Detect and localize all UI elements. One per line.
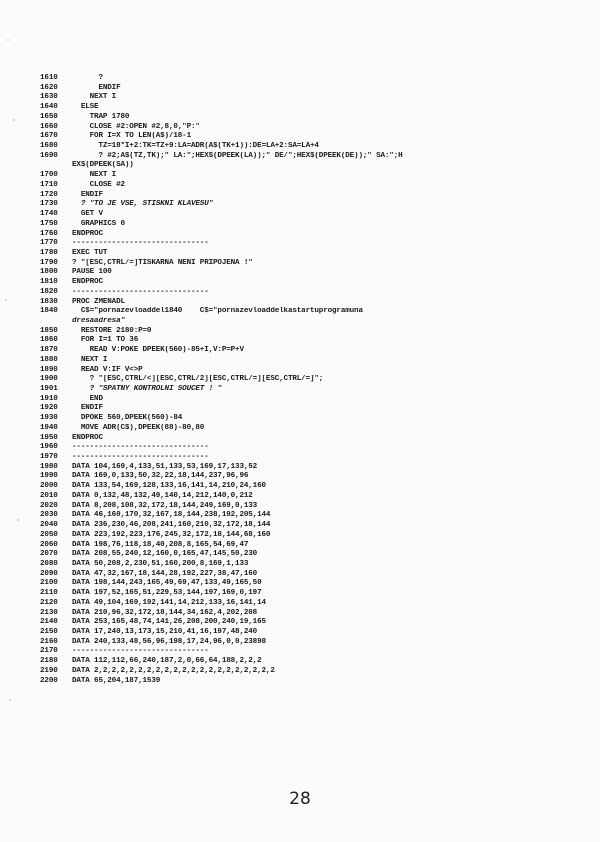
- line-number: 2130: [40, 608, 58, 617]
- line-number: 1950: [40, 433, 58, 442]
- code-line: [40, 93, 560, 103]
- line-number: 2030: [40, 511, 58, 520]
- code-line: [40, 414, 560, 424]
- page-number: 28: [289, 789, 311, 809]
- code-text: -------------------------------: [72, 647, 209, 656]
- code-text: DATA 0,132,48,132,49,140,14,212,140,0,212: [72, 491, 253, 500]
- line-number: 2150: [40, 627, 58, 636]
- code-line: [40, 375, 560, 385]
- code-line: [40, 171, 560, 181]
- code-line: [40, 404, 560, 414]
- code-line: [40, 327, 560, 337]
- code-text: NEXT I: [72, 355, 108, 364]
- code-text: DATA 65,204,187,1539: [72, 676, 161, 685]
- code-text: DATA 133,54,169,128,133,16,141,14,210,24,160: [72, 482, 266, 491]
- code-line: [40, 84, 560, 94]
- line-number: 1700: [40, 171, 58, 180]
- code-line: [40, 443, 560, 453]
- line-number: 1980: [40, 462, 58, 471]
- code-line: [40, 541, 560, 551]
- code-line: [40, 424, 560, 434]
- code-line: [40, 618, 560, 628]
- code-line: [40, 453, 560, 463]
- line-number: 1860: [40, 336, 58, 345]
- code-line: [40, 356, 560, 366]
- line-number: 2000: [40, 482, 58, 491]
- code-line: [40, 599, 560, 609]
- code-text: DATA 253,165,48,74,141,26,208,200,240,19,165: [72, 618, 266, 627]
- basic-code-listing: [40, 74, 560, 686]
- code-text: DATA 240,133,48,56,96,198,17,24,96,0,0,23898: [72, 637, 266, 646]
- code-text: DATA 17,240,13,173,15,210,41,16,197,48,240: [72, 627, 258, 636]
- line-number: 2080: [40, 559, 58, 568]
- code-line: [40, 550, 560, 560]
- code-text: ENDIF: [72, 190, 103, 199]
- code-text: DATA 46,160,170,32,167,18,144,238,192,205,144: [72, 511, 271, 520]
- line-number: 1820: [40, 287, 58, 296]
- code-text: ? "[ESC,CTRL/=]TISKARNA NENI PRIPOJENA !": [72, 258, 253, 267]
- code-line: [40, 366, 560, 376]
- line-number: 1930: [40, 414, 58, 423]
- code-line: [40, 502, 560, 512]
- line-number: 1800: [40, 268, 58, 277]
- line-number: 1660: [40, 122, 58, 131]
- code-text: PAUSE 100: [72, 268, 112, 277]
- line-number: 1750: [40, 219, 58, 228]
- line-number: 1900: [40, 375, 58, 384]
- code-line: [40, 647, 560, 657]
- code-line: [40, 677, 560, 687]
- code-text: DATA 47,32,167,18,144,28,192,227,38,47,160: [72, 569, 258, 578]
- line-number: 2170: [40, 647, 58, 656]
- code-text: NEXT I: [72, 171, 117, 180]
- code-line: [40, 288, 560, 298]
- code-line: [40, 220, 560, 230]
- line-number: 1620: [40, 83, 58, 92]
- code-text: CLOSE #2:OPEN #2,8,0,"P:": [72, 122, 200, 131]
- line-number: 1910: [40, 394, 58, 403]
- line-number: 1680: [40, 142, 58, 151]
- code-line: [40, 249, 560, 259]
- code-text: DATA 223,192,223,176,245,32,172,18,144,68,160: [72, 530, 271, 539]
- code-text: DATA 8,208,108,32,172,18,144,249,169,0,133: [72, 501, 258, 510]
- line-number: 1830: [40, 297, 58, 306]
- code-text: ELSE: [72, 103, 99, 112]
- code-line: [40, 472, 560, 482]
- line-number: 1650: [40, 112, 58, 121]
- code-text: ? "SPATNY KONTROLNI SOUCET ! ": [72, 385, 222, 393]
- line-number: 1850: [40, 326, 58, 335]
- line-number: [40, 317, 72, 327]
- code-text: DATA 236,230,46,208,241,160,210,32,172,18,144: [72, 521, 271, 530]
- line-number: 2070: [40, 550, 58, 559]
- code-text: DATA 104,169,4,133,51,133,53,169,17,133,52: [72, 462, 258, 471]
- code-text: PROC ZMENADL: [72, 297, 125, 306]
- line-number: 1790: [40, 258, 58, 267]
- code-text: ENDIF: [72, 83, 121, 92]
- line-number: 1890: [40, 365, 58, 374]
- code-line: [40, 259, 560, 269]
- code-line: [40, 589, 560, 599]
- code-text: GRAPHICS 0: [72, 219, 125, 228]
- line-number: [40, 161, 72, 171]
- code-text: ?: [72, 74, 103, 82]
- code-text: -------------------------------: [72, 453, 209, 462]
- code-line: [40, 239, 560, 249]
- code-text: dresaadresa": [72, 316, 125, 325]
- code-line: [40, 628, 560, 638]
- line-number: 1690: [40, 151, 58, 160]
- code-text: ENDPROC: [72, 433, 103, 442]
- code-line: [40, 142, 560, 152]
- code-text: -------------------------------: [72, 239, 209, 248]
- line-number: 1870: [40, 346, 58, 355]
- line-number: 1970: [40, 453, 58, 462]
- code-text: CLOSE #2: [72, 180, 125, 189]
- code-text: FOR I=X TO LEN(A$)/18-1: [72, 132, 191, 141]
- line-number: 1990: [40, 472, 58, 481]
- code-text: EX$(DPEEK(SA)): [72, 161, 134, 170]
- line-number: 2120: [40, 598, 58, 607]
- code-text: FOR I=1 TO 36: [72, 336, 139, 345]
- line-number: 2010: [40, 491, 58, 500]
- code-line: [40, 132, 560, 142]
- line-number: 1920: [40, 404, 58, 413]
- code-line: [40, 560, 560, 570]
- code-text: DATA 2,2,2,2,2,2,2,2,2,2,2,2,2,2,2,2,2,2,2,2,2: [72, 666, 275, 675]
- code-text: -------------------------------: [72, 443, 209, 452]
- code-line: [40, 521, 560, 531]
- code-line: [40, 434, 560, 444]
- code-line-continuation: [40, 317, 560, 327]
- line-number: 1630: [40, 93, 58, 102]
- line-number: 1770: [40, 239, 58, 248]
- code-line: [40, 609, 560, 619]
- line-number: 2060: [40, 540, 58, 549]
- code-text: ENDIF: [72, 404, 103, 413]
- code-line: [40, 123, 560, 133]
- code-text: ENDPROC: [72, 278, 103, 287]
- code-text: C$="pornazevloaddel1840 C$="pornazevloaddelkastartuprogramuna: [72, 307, 363, 316]
- line-number: 1780: [40, 248, 58, 257]
- code-line: [40, 268, 560, 278]
- code-line: [40, 191, 560, 201]
- code-line: [40, 531, 560, 541]
- code-line: [40, 385, 560, 395]
- line-number: 2110: [40, 589, 58, 598]
- line-number: 1940: [40, 423, 58, 432]
- code-text: DATA 208,55,240,12,160,0,165,47,145,50,230: [72, 550, 258, 559]
- code-line-continuation: [40, 161, 560, 171]
- code-line: [40, 152, 560, 162]
- code-text: DATA 50,208,2,230,51,160,200,8,169,1,133: [72, 559, 249, 568]
- line-number: 2050: [40, 530, 58, 539]
- code-line: [40, 667, 560, 677]
- code-line: [40, 113, 560, 123]
- line-number: 1960: [40, 443, 58, 452]
- code-text: -------------------------------: [72, 287, 209, 296]
- line-number: 2100: [40, 579, 58, 588]
- code-text: EXEC TUT: [72, 248, 108, 257]
- line-number: 2160: [40, 637, 58, 646]
- code-text: ? #2;A$(TZ,TK);" LA:";HEX$(DPEEK(LA));" DE/";HEX$(DPEEK(DE));" SA:";H: [72, 151, 403, 160]
- code-line: [40, 307, 560, 317]
- line-number: 1720: [40, 190, 58, 199]
- line-number: 1710: [40, 180, 58, 189]
- code-text: MOVE ADR(C$),DPEEK(88)-80,80: [72, 423, 205, 432]
- code-text: DATA 198,144,243,165,49,69,47,133,49,165,50: [72, 579, 262, 588]
- line-number: 1740: [40, 210, 58, 219]
- code-line: [40, 570, 560, 580]
- line-number: 2090: [40, 569, 58, 578]
- code-text: TRAP 1780: [72, 112, 130, 121]
- code-text: DATA 197,52,165,51,229,53,144,197,169,0,197: [72, 589, 262, 598]
- line-number: 2180: [40, 657, 58, 666]
- code-line: [40, 346, 560, 356]
- line-number: 1901: [40, 385, 58, 393]
- code-text: DATA 112,112,66,240,187,2,0,66,64,188,2,2,2: [72, 657, 262, 666]
- line-number: 1730: [40, 200, 58, 209]
- code-text: TZ=18*I+2:TK=TZ+9:LA=ADR(A$(TK+1)):DE=LA+2:SA=LA+4: [72, 142, 319, 151]
- code-text: ? "TO JE VSE, STISKNI KLAVESU": [72, 200, 214, 209]
- code-line: [40, 511, 560, 521]
- code-text: DPOKE 560,DPEEK(560)-84: [72, 414, 183, 423]
- line-number: 2200: [40, 676, 58, 685]
- line-number: 1810: [40, 278, 58, 287]
- code-text: DATA 198,76,118,18,40,208,8,165,54,69,47: [72, 540, 249, 549]
- code-line: [40, 395, 560, 405]
- scan-edge-noise: [0, 0, 34, 842]
- line-number: 1760: [40, 229, 58, 238]
- code-line: [40, 336, 560, 346]
- code-line: [40, 482, 560, 492]
- line-number: 1880: [40, 355, 58, 364]
- line-number: 1610: [40, 74, 58, 82]
- code-text: ENDPROC: [72, 229, 103, 238]
- code-text: DATA 49,104,169,192,141,14,212,133,16,141,14: [72, 598, 266, 607]
- code-line: [40, 463, 560, 473]
- code-line: [40, 210, 560, 220]
- code-line: [40, 657, 560, 667]
- code-line: [40, 181, 560, 191]
- line-number: 2040: [40, 521, 58, 530]
- line-number: 2190: [40, 666, 58, 675]
- code-text: READ V:POKE DPEEK(560)-85+I,V:P=P+V: [72, 346, 244, 355]
- code-text: END: [72, 394, 103, 403]
- code-text: READ V:IF V<>P: [72, 365, 143, 374]
- line-number: 1840: [40, 307, 58, 316]
- line-number: 2140: [40, 618, 58, 627]
- code-line: [40, 278, 560, 288]
- code-text: GET V: [72, 210, 103, 219]
- code-text: DATA 169,0,133,50,32,22,18,144,237,96,96: [72, 472, 249, 481]
- code-line: [40, 103, 560, 113]
- line-number: 2020: [40, 501, 58, 510]
- code-line: [40, 298, 560, 308]
- code-line: [40, 200, 560, 210]
- code-line: [40, 638, 560, 648]
- code-text: DATA 210,96,32,172,18,144,34,162,4,202,208: [72, 608, 258, 617]
- line-number: 1670: [40, 132, 58, 141]
- code-text: RESTORE 2180:P=0: [72, 326, 152, 335]
- code-line: [40, 230, 560, 240]
- code-text: ? "[ESC,CTRL/<][ESC,CTRL/2][ESC,CTRL/=][ESC,CTRL/=]";: [72, 375, 324, 384]
- code-line: [40, 492, 560, 502]
- code-line: [40, 579, 560, 589]
- code-text: NEXT I: [72, 93, 117, 102]
- code-line: [40, 74, 560, 84]
- line-number: 1640: [40, 103, 58, 112]
